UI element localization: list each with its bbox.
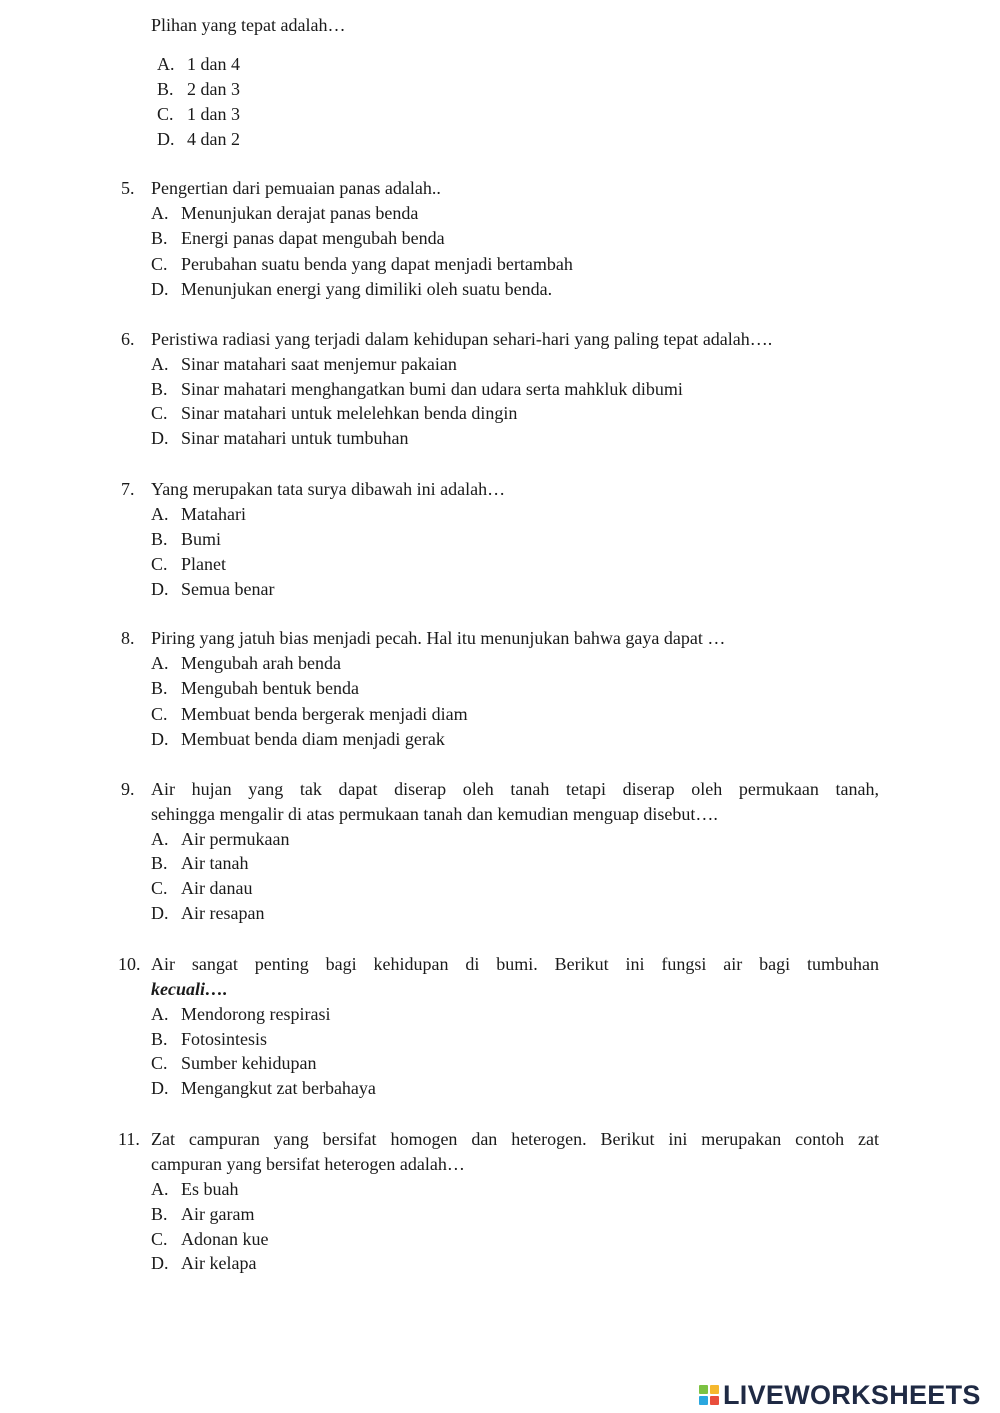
- option-text: 2 dan 3: [187, 79, 240, 99]
- option-text: Membuat benda diam menjadi gerak: [181, 729, 445, 749]
- option-letter: B.: [151, 1204, 168, 1224]
- option-letter: B.: [151, 379, 168, 399]
- option-text: Air garam: [181, 1204, 255, 1224]
- option-text: 1 dan 4: [187, 54, 240, 74]
- liveworksheets-logo-icon: [699, 1385, 719, 1405]
- logo-tile: [710, 1385, 719, 1394]
- option-text: Mengangkut zat berbahaya: [181, 1078, 376, 1098]
- option-letter: C.: [151, 554, 168, 574]
- option-letter: B.: [151, 529, 168, 549]
- option-letter: D.: [151, 579, 169, 599]
- question-stem-line-2: campuran yang bersifat heterogen adalah…: [151, 1154, 465, 1174]
- option-letter: B.: [151, 678, 168, 698]
- option-letter: B.: [151, 228, 168, 248]
- option-letter: A.: [151, 653, 169, 673]
- option-text: Air danau: [181, 878, 253, 898]
- question-stem-emphasis: kecuali….: [151, 979, 228, 999]
- option-text: Membuat benda bergerak menjadi diam: [181, 704, 468, 724]
- option-letter: B.: [151, 1029, 168, 1049]
- intro-stem: Plihan yang tepat adalah…: [151, 15, 346, 35]
- logo-tile: [699, 1385, 708, 1394]
- option-letter: A.: [151, 1179, 169, 1199]
- question-stem-line-1: Air hujan yang tak dapat diserap oleh tanah tetapi diserap oleh permukaan tanah,: [151, 779, 879, 799]
- option-text: Energi panas dapat mengubah benda: [181, 228, 445, 248]
- option-text: Menunjukan energi yang dimiliki oleh suatu benda.: [181, 279, 553, 299]
- option-letter: D.: [157, 129, 175, 149]
- liveworksheets-watermark: [699, 1380, 981, 1410]
- question-stem-line-1: Air sangat penting bagi kehidupan di bumi. Berikut ini fungsi air bagi tumbuhan: [151, 954, 879, 974]
- question-number: 11.: [118, 1129, 140, 1149]
- option-text: Fotosintesis: [181, 1029, 268, 1049]
- question-stem: Peristiwa radiasi yang terjadi dalam kehidupan sehari-hari yang paling tepat adalah….: [151, 329, 773, 349]
- option-text: Sinar matahari untuk melelehkan benda dingin: [181, 403, 518, 423]
- question-number: 5.: [121, 178, 135, 198]
- option-text: Bumi: [181, 529, 222, 549]
- question-number: 10.: [118, 954, 141, 974]
- watermark-text: LIVEWORKSHEETS: [723, 1380, 981, 1410]
- option-letter: A.: [157, 54, 175, 74]
- option-text: Air resapan: [181, 903, 265, 923]
- option-letter: C.: [151, 704, 168, 724]
- option-letter: C.: [151, 403, 168, 423]
- logo-tile: [699, 1396, 708, 1405]
- option-text: Semua benar: [181, 579, 275, 599]
- question-stem: Piring yang jatuh bias menjadi pecah. Hal itu menunjukan bahwa gaya dapat …: [151, 628, 726, 648]
- option-letter: D.: [151, 428, 169, 448]
- option-text: 1 dan 3: [187, 104, 240, 124]
- option-text: Air kelapa: [181, 1253, 257, 1273]
- question-number: 6.: [121, 329, 135, 349]
- option-letter: C.: [151, 1053, 168, 1073]
- option-letter: C.: [151, 878, 168, 898]
- option-text: 4 dan 2: [187, 129, 240, 149]
- option-letter: D.: [151, 1078, 169, 1098]
- logo-tile: [710, 1396, 719, 1405]
- option-letter: B.: [157, 79, 174, 99]
- option-letter: A.: [151, 829, 169, 849]
- option-text: Adonan kue: [181, 1229, 269, 1249]
- option-text: Mengubah bentuk benda: [181, 678, 359, 698]
- option-letter: B.: [151, 853, 168, 873]
- option-letter: A.: [151, 354, 169, 374]
- option-text: Mengubah arah benda: [181, 653, 341, 673]
- option-letter: A.: [151, 504, 169, 524]
- option-letter: C.: [151, 254, 168, 274]
- option-letter: C.: [157, 104, 174, 124]
- option-text: Perubahan suatu benda yang dapat menjadi bertambah: [181, 254, 573, 274]
- option-text: Matahari: [181, 504, 246, 524]
- question-number: 8.: [121, 628, 135, 648]
- question-stem-line-1: Zat campuran yang bersifat homogen dan heterogen. Berikut ini merupakan contoh zat: [151, 1129, 879, 1149]
- option-letter: C.: [151, 1229, 168, 1249]
- option-text: Planet: [181, 554, 226, 574]
- option-text: Sinar matahari untuk tumbuhan: [181, 428, 409, 448]
- option-letter: D.: [151, 729, 169, 749]
- option-text: Menunjukan derajat panas benda: [181, 203, 419, 223]
- option-letter: D.: [151, 1253, 169, 1273]
- option-letter: A.: [151, 203, 169, 223]
- option-text: Sinar mahatari menghangatkan bumi dan udara serta mahkluk dibumi: [181, 379, 683, 399]
- question-number: 9.: [121, 779, 135, 799]
- option-text: Es buah: [181, 1179, 239, 1199]
- question-stem: Pengertian dari pemuaian panas adalah..: [151, 178, 441, 198]
- option-text: Mendorong respirasi: [181, 1004, 331, 1024]
- option-text: Sumber kehidupan: [181, 1053, 317, 1073]
- question-stem-line-2: sehingga mengalir di atas permukaan tanah dan kemudian menguap disebut….: [151, 804, 718, 824]
- option-text: Air tanah: [181, 853, 249, 873]
- option-text: Air permukaan: [181, 829, 290, 849]
- question-stem: Yang merupakan tata surya dibawah ini adalah…: [151, 479, 506, 499]
- option-letter: D.: [151, 279, 169, 299]
- question-number: 7.: [121, 479, 135, 499]
- option-letter: D.: [151, 903, 169, 923]
- option-letter: A.: [151, 1004, 169, 1024]
- option-text: Sinar matahari saat menjemur pakaian: [181, 354, 457, 374]
